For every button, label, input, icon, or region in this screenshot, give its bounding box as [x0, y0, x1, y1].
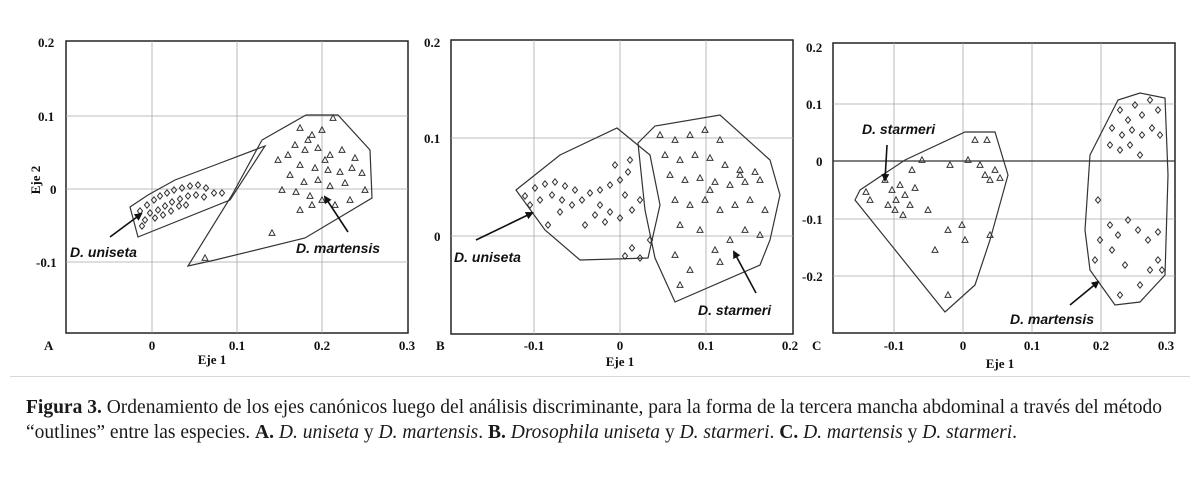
panel-b-uniseta-points	[522, 157, 652, 261]
panel-a-label-martensis: D. martensis	[296, 240, 381, 256]
panel-b-grid	[451, 40, 793, 334]
panel-a-xtick: 0.2	[313, 338, 331, 353]
panel-b-starmeri-arrow	[734, 252, 756, 293]
panel-a-ytick: 0	[50, 182, 57, 197]
caption-divider	[10, 376, 1190, 377]
panel-c	[802, 40, 1175, 371]
panel-c-martensis-arrow	[1070, 282, 1098, 305]
panel-a-xtick: 0.3	[398, 338, 416, 353]
panel-b-xtick: 0.1	[697, 338, 715, 353]
caption-species: D. martensis	[378, 422, 479, 443]
caption-species: D. martensis	[803, 422, 903, 443]
caption-species: Drosophila uniseta	[510, 422, 661, 443]
panel-b-ytick: 0.2	[424, 35, 441, 50]
panel-c-ytick: 0.2	[806, 40, 823, 55]
panel-c-ytick: 0	[816, 154, 823, 169]
panel-b-plot-frame	[451, 40, 793, 334]
panel-b-yticks	[424, 35, 441, 244]
panel-b-label-starmeri: D. starmeri	[698, 302, 772, 318]
caption-conj: y	[660, 422, 680, 443]
caption-panel-c: C.	[779, 422, 799, 443]
panel-b-letter: B	[436, 338, 445, 353]
panel-a-xlabel: Eje 1	[197, 352, 227, 367]
panel-c-martensis-points	[1092, 97, 1164, 298]
caption-punct: .	[1012, 422, 1018, 443]
panel-c-label-martensis: D. martensis	[1010, 311, 1095, 327]
panel-b-xticks	[524, 338, 798, 353]
panel-c-xtick: -0.1	[883, 338, 905, 353]
panel-c-yticks	[802, 40, 823, 284]
caption-conj: y	[902, 422, 923, 443]
panel-b-ytick: 0	[434, 229, 441, 244]
caption-text: Ordenamiento de los ejes canónicos luego del análisis discriminante, para la forma de la tercera mancha abdominal a través del método “outlines” entre las especies.	[26, 397, 1163, 443]
panel-b-xtick: 0.2	[781, 338, 799, 353]
panel-a-ytick: -0.1	[36, 255, 57, 270]
panel-c-starmeri-hull	[855, 132, 1008, 312]
panel-c-xtick: 0.3	[1157, 338, 1175, 353]
panel-a-uniseta-hull	[130, 146, 265, 237]
panel-c-label-starmeri: D. starmeri	[862, 121, 936, 137]
caption-species: D. starmeri	[679, 422, 770, 443]
panel-c-xlabel: Eje 1	[985, 356, 1015, 371]
panel-a-ytick: 0.1	[38, 109, 55, 124]
caption-punct: .	[769, 422, 780, 443]
panel-a-yticks	[36, 35, 57, 270]
caption-conj: y	[359, 422, 379, 443]
panel-c-xtick: 0.2	[1092, 338, 1110, 353]
caption-punct: .	[478, 422, 488, 443]
panel-a-xtick: 0	[148, 338, 156, 353]
panel-b-xtick: 0	[616, 338, 624, 353]
caption-species: D. starmeri	[922, 422, 1013, 443]
panel-c-starmeri-arrow	[885, 145, 887, 180]
panel-a	[28, 35, 416, 367]
caption-panel-b: B.	[487, 422, 506, 443]
panel-b-label-uniseta: D. uniseta	[454, 249, 521, 265]
panel-a-letter: A	[44, 338, 54, 353]
panel-a-martensis-points	[202, 115, 368, 261]
caption-lead: Figura 3.	[26, 397, 102, 418]
panel-b-ytick: 0.1	[424, 131, 441, 146]
panel-a-ytick: 0.2	[38, 35, 55, 50]
panel-a-ylabel: Eje 2	[28, 165, 43, 195]
caption-species: D. uniseta	[278, 422, 360, 443]
panel-a-label-uniseta: D. uniseta	[70, 244, 137, 260]
panel-c-xtick: 0.1	[1023, 338, 1041, 353]
panel-c-ytick: -0.2	[802, 269, 823, 284]
panel-c-letter: C	[812, 338, 822, 353]
panel-b-starmeri-points	[657, 127, 768, 288]
panel-b-xlabel: Eje 1	[605, 354, 635, 369]
panel-b	[424, 35, 798, 369]
panel-c-xticks	[884, 338, 1175, 353]
panel-a-uniseta-arrow	[110, 214, 141, 237]
panel-b-xtick: -0.1	[523, 338, 545, 353]
panel-c-ytick: -0.1	[802, 212, 823, 227]
caption-panel-a: A.	[255, 422, 274, 443]
panel-a-xtick: 0.1	[228, 338, 246, 353]
panel-c-martensis-hull	[1085, 93, 1168, 305]
panel-a-xticks	[149, 338, 416, 353]
figure-caption	[26, 395, 1191, 445]
panel-c-xtick: 0	[959, 338, 967, 353]
panel-c-ytick: 0.1	[806, 97, 823, 112]
